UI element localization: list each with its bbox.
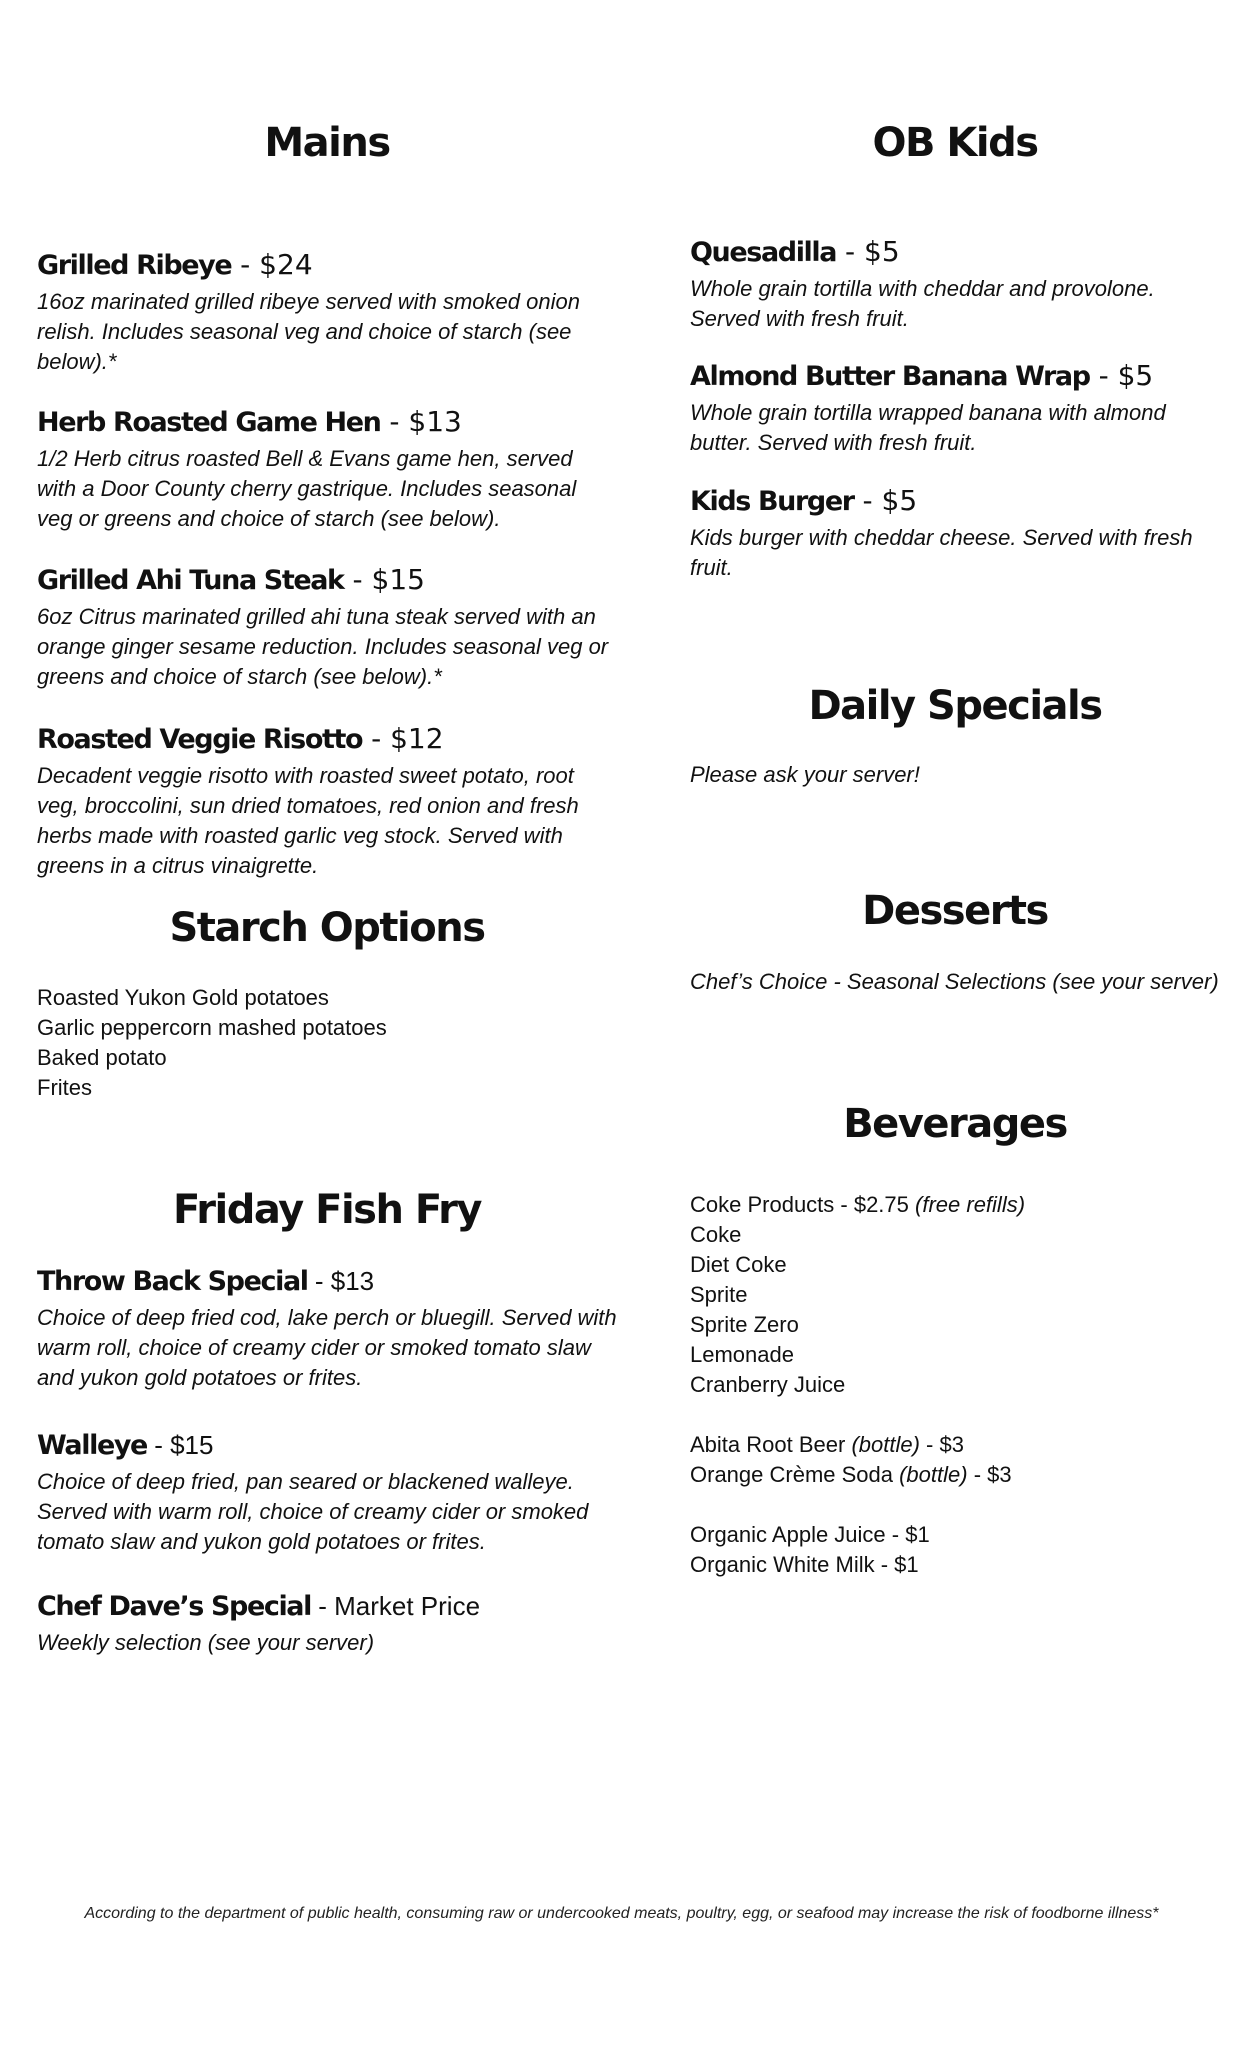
item-name: Quesadilla	[690, 237, 837, 268]
list-item: Sprite	[690, 1282, 748, 1307]
menu-item	[37, 1589, 617, 1658]
item-name: Throw Back Special	[37, 1266, 308, 1297]
item-description: Choice of deep fried, pan seared or blackened walleye. Served with warm roll, choice of creamy cider or smoked tomato slaw and yukon gold potatoes or frites.	[37, 1469, 589, 1554]
menu-item	[37, 722, 617, 881]
menu-item	[37, 405, 617, 534]
item-price: - $5	[836, 235, 900, 268]
spacer	[690, 1490, 1220, 1520]
item-price: - $5	[853, 484, 918, 517]
item-name: Abita Root Beer	[690, 1432, 852, 1457]
beverages-list	[690, 1190, 1220, 1580]
list-item: Lemonade	[690, 1342, 794, 1367]
list-item	[690, 1190, 1220, 1220]
list-item: Organic White Milk - $1	[690, 1552, 919, 1577]
list-item	[690, 1460, 1220, 1490]
daily-specials-title: Daily Specials	[808, 683, 1102, 729]
desserts-title: Desserts	[862, 888, 1048, 934]
daily-specials-text: Please ask your server!	[690, 762, 920, 787]
item-note: (bottle)	[851, 1432, 920, 1457]
item-description: Kids burger with cheddar cheese. Served with fresh fruit.	[690, 525, 1193, 580]
item-description: 1/2 Herb citrus roasted Bell & Evans game hen, served with a Door County cherry gastrique. Includes seasonal veg or greens and choice of starch (see below).	[37, 446, 577, 531]
mains-title: Mains	[264, 120, 390, 166]
item-name: Grilled Ribeye	[37, 250, 232, 281]
spacer	[690, 1400, 1220, 1430]
menu-item	[690, 359, 1220, 458]
item-name: Kids Burger	[690, 486, 854, 517]
item-price: - $3	[919, 1432, 964, 1457]
item-name: Orange Crème Soda	[690, 1462, 900, 1487]
item-price: - $5	[1089, 359, 1154, 392]
item-price: - $24	[231, 248, 313, 281]
item-description: 16oz marinated grilled ribeye served with smoked onion relish. Includes seasonal veg and choice of starch (see below).*	[37, 289, 580, 374]
item-description: Decadent veggie risotto with roasted sweet potato, root veg, broccolini, sun dried tomatoes, red onion and fresh herbs made with roasted garlic veg stock. Served with greens in a citrus vinaigrette.	[37, 763, 579, 878]
list-item: Frites	[37, 1075, 92, 1100]
coke-products-label: Coke Products - $2.75	[690, 1192, 916, 1217]
menu-item	[37, 248, 617, 377]
kids-title: OB Kids	[872, 120, 1038, 166]
item-price: - Market Price	[311, 1591, 481, 1621]
desserts-text: Chef’s Choice - Seasonal Selections (see your server)	[690, 969, 1219, 994]
list-item: Garlic peppercorn mashed potatoes	[37, 1015, 387, 1040]
list-item: Diet Coke	[690, 1252, 787, 1277]
item-name: Walleye	[37, 1430, 147, 1461]
health-disclaimer: According to the department of public health, consuming raw or undercooked meats, poultry, egg, or seafood may increase the risk of foodborne illness*	[84, 1905, 1159, 1922]
item-price: - $3	[967, 1462, 1012, 1487]
list-item: Sprite Zero	[690, 1312, 799, 1337]
item-price: - $13	[307, 1266, 375, 1296]
list-item: Coke	[690, 1222, 742, 1247]
menu-item	[37, 1264, 617, 1393]
item-name: Roasted Veggie Risotto	[37, 724, 363, 755]
item-name: Almond Butter Banana Wrap	[690, 361, 1090, 392]
item-price: - $13	[380, 405, 462, 438]
menu-item	[37, 1428, 617, 1557]
item-description: 6oz Citrus marinated grilled ahi tuna steak served with an orange ginger sesame reduction. Includes seasonal veg or greens and choice of starch (see below).*	[37, 604, 609, 689]
list-item: Organic Apple Juice - $1	[690, 1522, 930, 1547]
free-refills-note: (free refills)	[915, 1192, 1026, 1217]
menu-item	[690, 484, 1220, 583]
item-note: (bottle)	[899, 1462, 968, 1487]
item-description: Choice of deep fried cod, lake perch or bluegill. Served with warm roll, choice of creamy cider or smoked tomato slaw and yukon gold potatoes or frites.	[37, 1305, 617, 1390]
list-item	[690, 1430, 1220, 1460]
starch-title: Starch Options	[169, 905, 485, 951]
list-item: Roasted Yukon Gold potatoes	[37, 985, 329, 1010]
item-name: Herb Roasted Game Hen	[37, 407, 381, 438]
menu-item	[690, 235, 1220, 334]
list-item: Baked potato	[37, 1045, 167, 1070]
starch-list	[37, 983, 617, 1103]
menu-item	[37, 563, 617, 692]
item-price: - $15	[146, 1430, 214, 1460]
item-description: Whole grain tortilla with cheddar and provolone. Served with fresh fruit.	[690, 276, 1155, 331]
item-price: - $12	[362, 722, 444, 755]
item-description: Weekly selection (see your server)	[37, 1630, 375, 1655]
item-name: Chef Dave’s Special	[37, 1591, 311, 1622]
item-name: Grilled Ahi Tuna Steak	[37, 565, 344, 596]
fish-fry-title: Friday Fish Fry	[173, 1187, 481, 1233]
list-item: Cranberry Juice	[690, 1372, 846, 1397]
beverages-title: Beverages	[843, 1101, 1067, 1147]
item-description: Whole grain tortilla wrapped banana with almond butter. Served with fresh fruit.	[690, 400, 1166, 455]
item-price: - $15	[343, 563, 425, 596]
